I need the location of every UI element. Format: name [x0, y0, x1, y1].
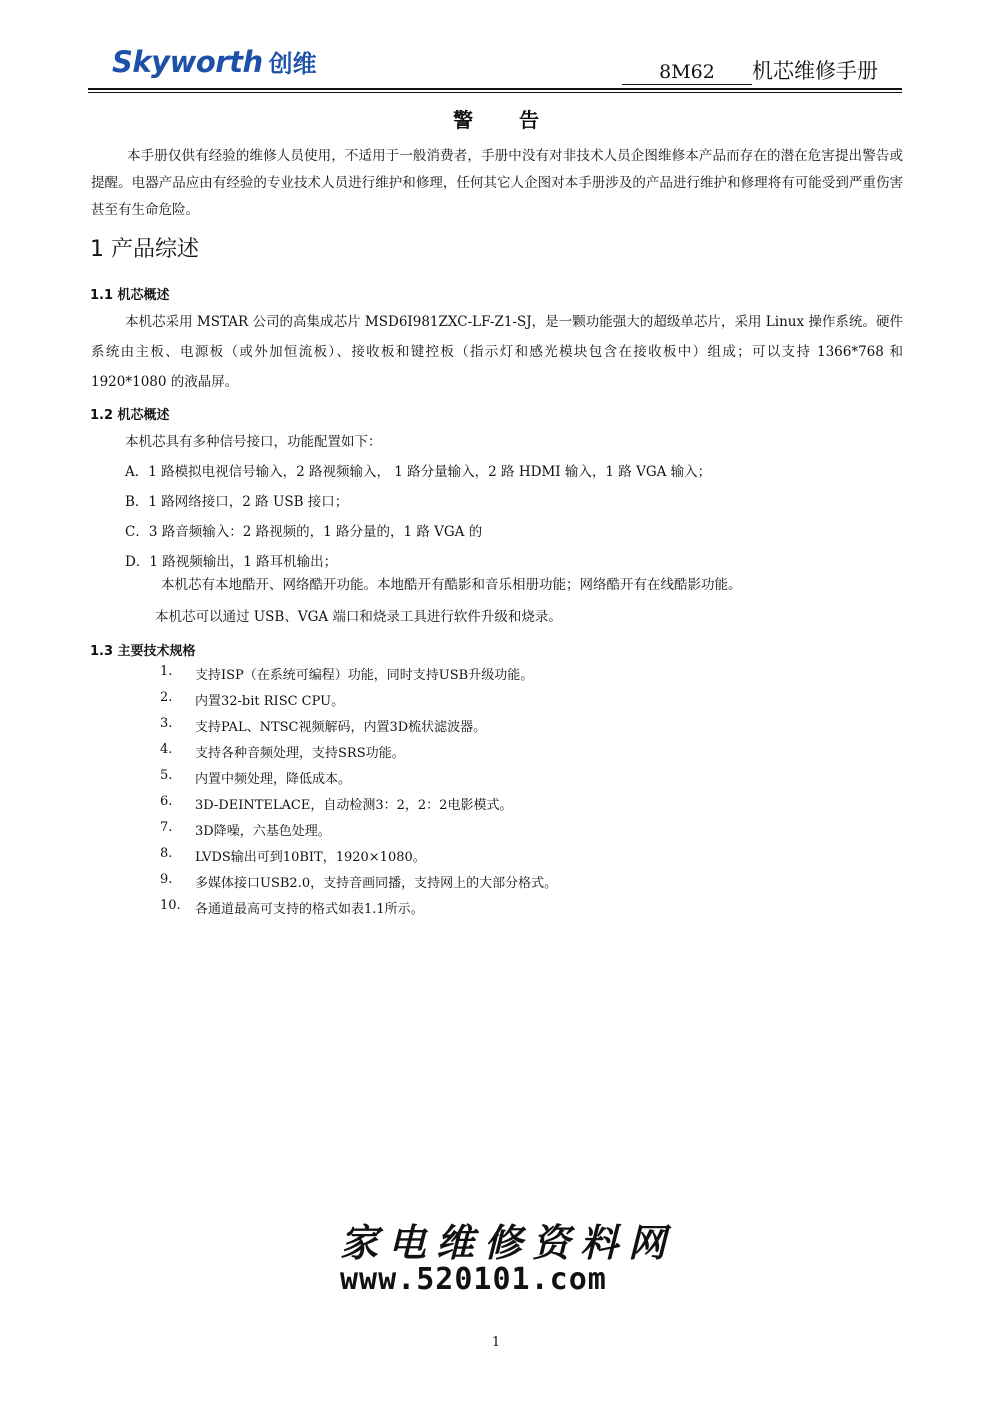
- spec-num: 6.: [160, 794, 173, 809]
- header-rule-thin: [88, 92, 902, 93]
- warning-title: 警告: [453, 108, 585, 132]
- header-rule-thick: [88, 88, 902, 90]
- spec-text: 支持各种音频处理，支持SRS功能。: [195, 746, 405, 761]
- heading-1-2: 1.2 机芯概述: [90, 408, 170, 423]
- spec-text: 支持PAL、NTSC视频解码，内置3D梳状滤波器。: [195, 720, 487, 735]
- logo-brand-text: Skyworth: [112, 45, 263, 79]
- spec-text: 多媒体接口USB2.0，支持音画同播，支持网上的大部分格式。: [195, 876, 558, 891]
- paragraph-1-2-extra2: 本机芯可以通过 USB、VGA 端口和烧录工具进行软件升级和烧录。: [155, 609, 562, 625]
- spec-num: 7.: [160, 820, 173, 835]
- warning-text: 本手册仅供有经验的维修人员使用，不适用于一般消费者，手册中没有对非技术人员企图维修本产品而存在的潜在危害提出警告或提醒。电器产品应由有经验的专业技术人员进行维护和修理，任何其它人企图对本手册涉及的产品进行维护和修理将有可能受到严重伤害甚至有生命危险。: [91, 148, 903, 218]
- list-item: D．1 路视频输出，1 路耳机输出；: [125, 554, 338, 570]
- list-item: B．1 路网络接口，2 路 USB 接口；: [125, 494, 349, 510]
- paragraph-1-2-intro: 本机芯具有多种信号接口，功能配置如下：: [125, 434, 382, 450]
- spec-num: 1.: [160, 664, 173, 679]
- spec-text: 内置32-bit RISC CPU。: [195, 694, 345, 709]
- spec-text: 支持ISP（在系统可编程）功能，同时支持USB升级功能。: [195, 668, 534, 683]
- logo-brand-cn: 创维: [268, 50, 317, 78]
- spec-num: 4.: [160, 742, 173, 757]
- spec-num: 8.: [160, 846, 173, 861]
- watermark-cn: 家电维修资料网: [340, 1220, 677, 1265]
- spec-num: 9.: [160, 872, 173, 887]
- spec-num: 3.: [160, 716, 173, 731]
- list-item: A．1 路模拟电视信号输入，2 路视频输入， 1 路分量输入，2 路 HDMI 输入，1 路 VGA 输入；: [125, 464, 712, 480]
- spec-num: 10.: [160, 898, 181, 913]
- spec-text: LVDS输出可到10BIT，1920×1080。: [195, 850, 426, 865]
- watermark-url: www.520101.com: [340, 1262, 607, 1297]
- list-item: C．3 路音频输入：2 路视频的，1 路分量的，1 路 VGA 的: [125, 524, 483, 540]
- spec-num: 2.: [160, 690, 173, 705]
- header-doc-title: 机芯维修手册: [752, 59, 878, 83]
- header-model: 8M62: [622, 60, 752, 85]
- spec-text: 各通道最高可支持的格式如表1.1所示。: [195, 902, 424, 917]
- spec-text: 3D-DEINTELACE，自动检测3：2，2：2电影模式。: [195, 798, 513, 813]
- paragraph-1-1: 本机芯采用 MSTAR 公司的高集成芯片 MSD6I981ZXC-LF-Z1-SJ，是一颗功能强大的超级单芯片，采用 Linux 操作系统。硬件系统由主板、电源板（或外加恒流板）、接收板和键控板（指示灯和感光模块包含在接收板中）组成；可以支持 1366*768 和 1920*1080 的液晶屏。: [91, 314, 903, 390]
- heading-1-3: 1.3 主要技术规格: [90, 644, 196, 659]
- paragraph-1-2-extra1: 本机芯有本地酷开、网络酷开功能。本地酷开有酷影和音乐相册功能；网络酷开有在线酷影功能。: [161, 577, 742, 593]
- spec-text: 3D降噪，六基色处理。: [195, 824, 331, 839]
- section-title: 1 产品综述: [90, 237, 199, 262]
- skyworth-logo: [112, 44, 317, 84]
- heading-1-1: 1.1 机芯概述: [90, 288, 170, 303]
- spec-text: 内置中频处理，降低成本。: [195, 772, 352, 787]
- spec-num: 5.: [160, 768, 173, 783]
- page-number: 1: [491, 1335, 501, 1350]
